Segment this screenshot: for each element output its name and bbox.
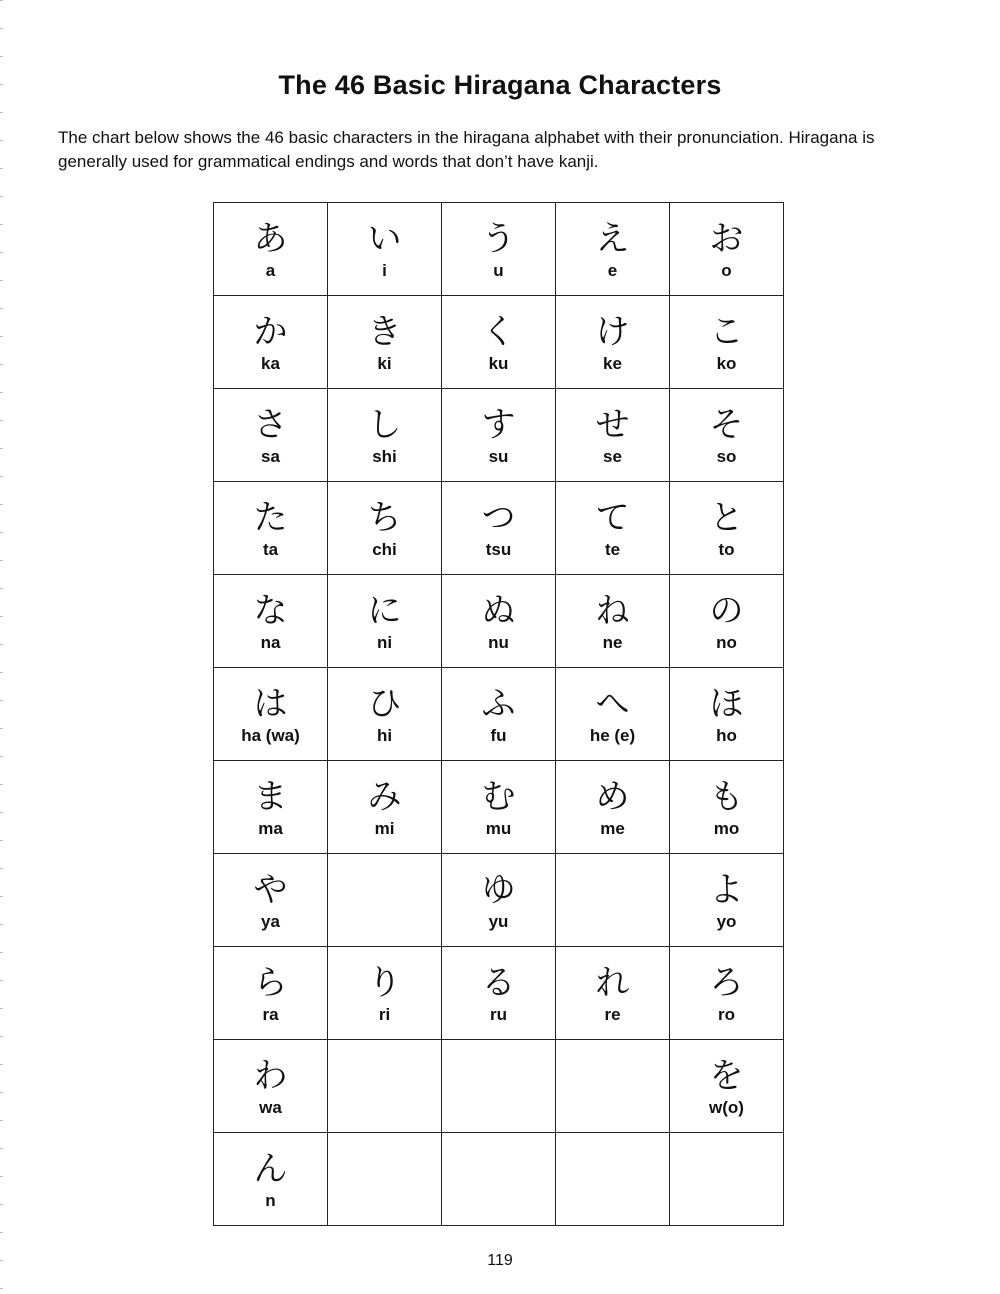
kana-character: や xyxy=(253,870,288,910)
romaji-label: ki xyxy=(377,354,392,373)
kana-character: の xyxy=(709,591,744,631)
romaji-label: wa xyxy=(259,1098,282,1117)
kana-character: へ xyxy=(595,684,630,724)
romaji-label: ko xyxy=(716,354,737,373)
kana-character: い xyxy=(367,219,402,259)
chart-row xyxy=(214,482,784,575)
kana-cell xyxy=(442,575,556,668)
kana-cell xyxy=(328,668,442,761)
kana-cell xyxy=(328,203,442,296)
chart-row xyxy=(214,296,784,389)
romaji-label: tsu xyxy=(485,540,512,559)
kana-cell xyxy=(214,761,328,854)
kana-character: な xyxy=(253,591,288,631)
empty-cell xyxy=(328,1133,442,1226)
kana-cell xyxy=(556,203,670,296)
romaji-label: he (e) xyxy=(589,726,636,745)
kana-character: れ xyxy=(595,963,630,1003)
kana-cell xyxy=(670,1040,784,1133)
chart-row xyxy=(214,947,784,1040)
romaji-label: o xyxy=(721,261,732,280)
romaji-label: ri xyxy=(378,1005,391,1024)
kana-character: ぬ xyxy=(481,591,516,631)
kana-character: む xyxy=(481,777,516,817)
romaji-label: mu xyxy=(485,819,512,838)
page-title: The 46 Basic Hiragana Characters xyxy=(278,70,722,100)
kana-cell xyxy=(442,296,556,389)
romaji-label: n xyxy=(265,1191,276,1210)
kana-cell xyxy=(670,854,784,947)
romaji-label: re xyxy=(604,1005,621,1024)
romaji-label: ha (wa) xyxy=(241,726,300,745)
kana-character: わ xyxy=(253,1056,288,1096)
kana-cell xyxy=(670,947,784,1040)
empty-cell xyxy=(556,1040,670,1133)
kana-character: た xyxy=(253,498,288,538)
romaji-label: so xyxy=(716,447,737,466)
kana-character: も xyxy=(709,777,744,817)
kana-cell xyxy=(670,575,784,668)
kana-cell xyxy=(442,947,556,1040)
kana-character: つ xyxy=(481,498,516,538)
empty-cell xyxy=(670,1133,784,1226)
page-number: 119 xyxy=(487,1252,513,1269)
kana-character: せ xyxy=(595,405,630,445)
kana-cell xyxy=(328,482,442,575)
kana-character: ろ xyxy=(709,963,744,1003)
kana-cell xyxy=(214,1133,328,1226)
kana-cell xyxy=(214,482,328,575)
romaji-label: to xyxy=(718,540,735,559)
romaji-label: no xyxy=(716,633,737,652)
kana-character: る xyxy=(481,963,516,1003)
kana-cell xyxy=(670,203,784,296)
romaji-label: hi xyxy=(376,726,393,745)
romaji-label: ma xyxy=(258,819,283,838)
empty-cell xyxy=(556,1133,670,1226)
romaji-label: na xyxy=(260,633,281,652)
kana-character: ま xyxy=(253,777,288,817)
romaji-label: ka xyxy=(261,354,280,373)
chart-row xyxy=(214,389,784,482)
empty-cell xyxy=(328,854,442,947)
kana-character: め xyxy=(595,777,630,817)
chart-row xyxy=(214,761,784,854)
kana-character: よ xyxy=(709,870,744,910)
kana-cell xyxy=(328,761,442,854)
kana-character: あ xyxy=(253,219,288,259)
kana-character: し xyxy=(367,405,402,445)
kana-character: き xyxy=(367,312,402,352)
kana-cell xyxy=(670,296,784,389)
kana-cell xyxy=(670,389,784,482)
kana-cell xyxy=(214,854,328,947)
chart-row xyxy=(214,1040,784,1133)
romaji-label: ya xyxy=(261,912,280,931)
kana-cell xyxy=(214,389,328,482)
kana-character: か xyxy=(253,312,288,352)
empty-cell xyxy=(556,854,670,947)
kana-cell xyxy=(442,203,556,296)
kana-cell xyxy=(670,761,784,854)
chart-row xyxy=(214,1133,784,1226)
kana-cell xyxy=(442,761,556,854)
romaji-label: ro xyxy=(718,1005,735,1024)
kana-cell xyxy=(328,575,442,668)
romaji-label: te xyxy=(604,540,621,559)
kana-character: み xyxy=(367,777,402,817)
kana-character: を xyxy=(709,1056,744,1096)
romaji-label: chi xyxy=(372,540,397,559)
kana-character: ち xyxy=(367,498,402,538)
romaji-label: su xyxy=(488,447,509,466)
left-edge-tick-marks xyxy=(0,0,3,1294)
romaji-label: mo xyxy=(713,819,740,838)
chart-row xyxy=(214,203,784,296)
kana-character: ひ xyxy=(367,684,402,724)
kana-cell xyxy=(442,482,556,575)
hiragana-chart-body xyxy=(214,203,784,1226)
romaji-label: ke xyxy=(603,354,622,373)
romaji-label: yo xyxy=(716,912,737,931)
kana-cell xyxy=(328,389,442,482)
romaji-label: ho xyxy=(716,726,737,745)
kana-character: え xyxy=(595,219,630,259)
romaji-label: yu xyxy=(488,912,509,931)
kana-cell xyxy=(214,203,328,296)
romaji-label: me xyxy=(600,819,625,838)
kana-character: す xyxy=(481,405,516,445)
romaji-label: sa xyxy=(261,447,280,466)
romaji-label: shi xyxy=(372,447,397,466)
kana-cell xyxy=(214,1040,328,1133)
romaji-label: mi xyxy=(374,819,395,838)
hiragana-chart xyxy=(213,202,784,1226)
intro-paragraph: The chart below shows the 46 basic characters in the hiragana alphabet with their pronunciation. Hiragana is generally used for grammatical endings and words that don’t have kanji. xyxy=(58,128,875,171)
empty-cell xyxy=(442,1133,556,1226)
kana-cell xyxy=(442,389,556,482)
kana-character: う xyxy=(481,219,516,259)
kana-character: こ xyxy=(709,312,744,352)
kana-character: に xyxy=(367,591,402,631)
kana-cell xyxy=(556,296,670,389)
kana-cell xyxy=(556,575,670,668)
kana-cell xyxy=(670,482,784,575)
kana-cell xyxy=(442,854,556,947)
empty-cell xyxy=(442,1040,556,1133)
romaji-label: ra xyxy=(262,1005,279,1024)
empty-cell xyxy=(328,1040,442,1133)
kana-character: ほ xyxy=(709,684,744,724)
kana-character: ね xyxy=(595,591,630,631)
romaji-label: ku xyxy=(488,354,509,373)
kana-character: ら xyxy=(253,963,288,1003)
kana-character: お xyxy=(709,219,744,259)
kana-character: け xyxy=(595,312,630,352)
kana-cell xyxy=(556,668,670,761)
romaji-label: nu xyxy=(488,633,509,652)
kana-character: り xyxy=(367,963,402,1003)
romaji-label: se xyxy=(603,447,622,466)
romaji-label: u xyxy=(493,261,504,280)
kana-cell xyxy=(556,482,670,575)
kana-cell xyxy=(556,947,670,1040)
kana-character: さ xyxy=(253,405,288,445)
chart-row xyxy=(214,668,784,761)
romaji-label: e xyxy=(607,261,618,280)
romaji-label: fu xyxy=(490,726,507,745)
kana-cell xyxy=(442,668,556,761)
kana-cell xyxy=(556,389,670,482)
kana-cell xyxy=(214,668,328,761)
chart-row xyxy=(214,854,784,947)
kana-cell xyxy=(670,668,784,761)
kana-character: ゆ xyxy=(481,870,516,910)
kana-character: ん xyxy=(253,1149,288,1189)
romaji-label: w(o) xyxy=(709,1098,744,1117)
romaji-label: ne xyxy=(602,633,623,652)
kana-character: ふ xyxy=(481,684,516,724)
kana-cell xyxy=(214,296,328,389)
romaji-label: ta xyxy=(262,540,279,559)
chart-row xyxy=(214,575,784,668)
kana-cell xyxy=(328,947,442,1040)
kana-character: そ xyxy=(709,405,744,445)
kana-cell xyxy=(556,761,670,854)
kana-cell xyxy=(214,575,328,668)
romaji-label: i xyxy=(382,261,387,280)
kana-character: は xyxy=(253,684,288,724)
romaji-label: ni xyxy=(376,633,393,652)
kana-cell xyxy=(214,947,328,1040)
kana-character: て xyxy=(595,498,630,538)
kana-cell xyxy=(328,296,442,389)
romaji-label: a xyxy=(265,261,276,280)
romaji-label: ru xyxy=(490,1005,507,1024)
kana-character: く xyxy=(481,312,516,352)
kana-character: と xyxy=(709,498,744,538)
